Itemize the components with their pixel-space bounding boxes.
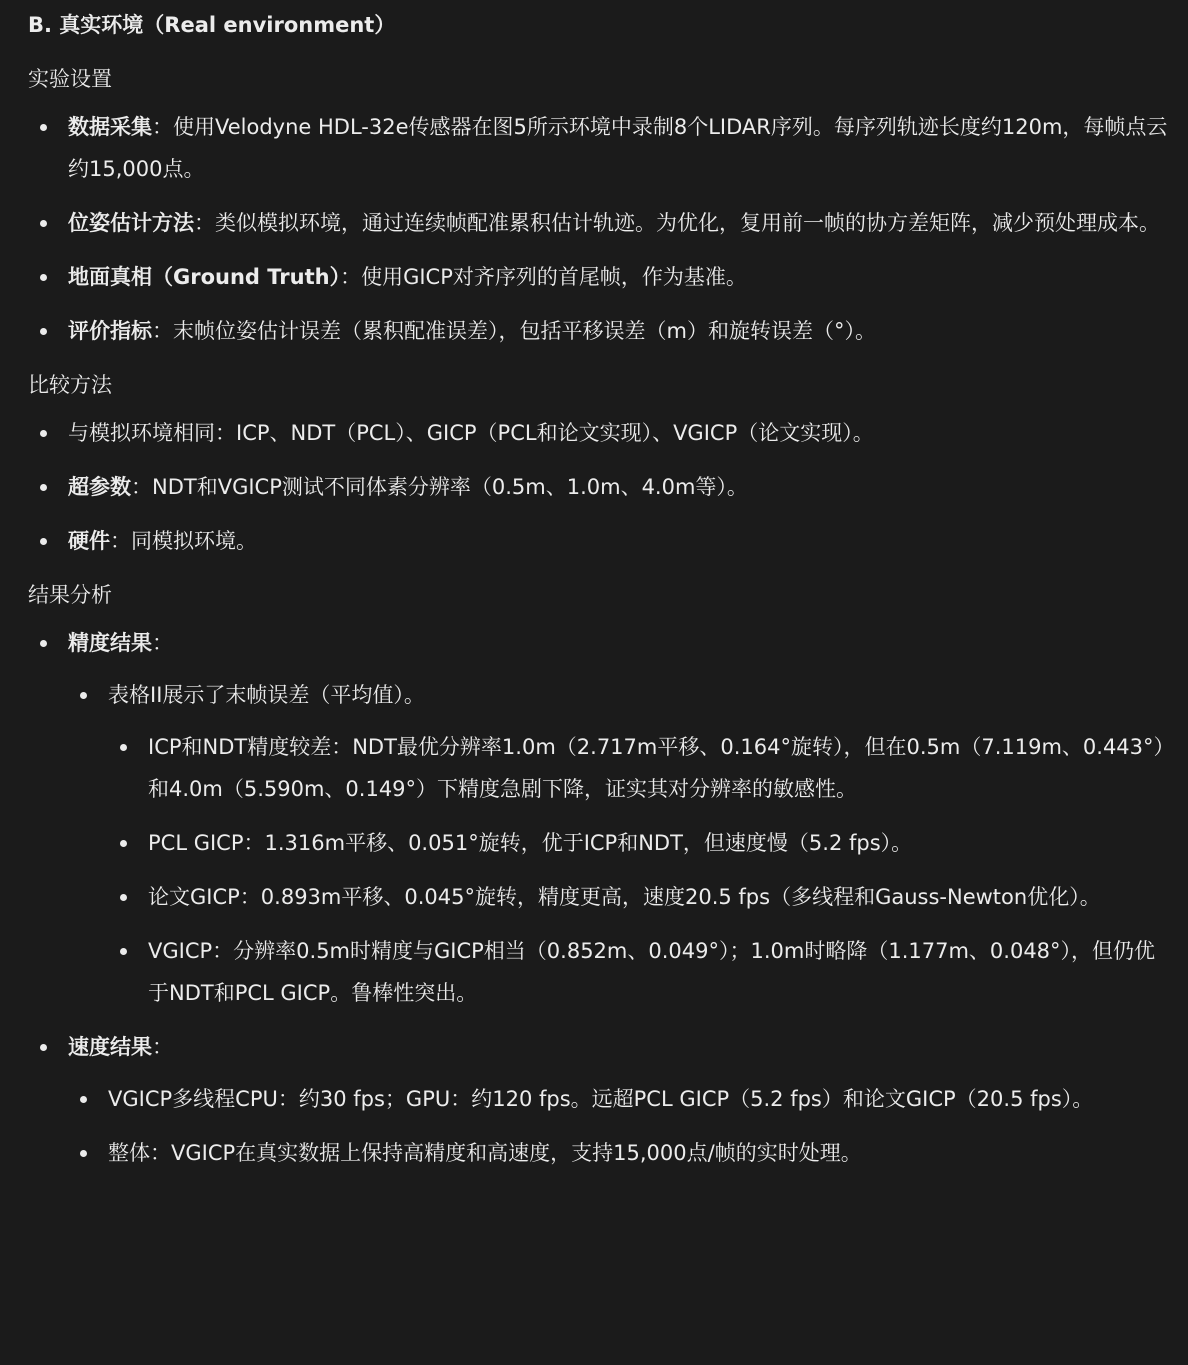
- bullet-icon: [120, 948, 127, 955]
- list-item: [108, 726, 1168, 810]
- setup-list: [28, 106, 1168, 352]
- list-item: [28, 202, 1168, 244]
- item-text: NDT和VGICP测试不同体素分辨率（0.5m、1.0m、4.0m等）。: [152, 475, 748, 499]
- item-sep: ：: [152, 1035, 173, 1059]
- bullet-icon: [40, 1044, 47, 1051]
- item-text: VGICP：分辨率0.5m时精度与GICP相当（0.852m、0.049°）；1.0m时略降（1.177m、0.048°），但仍优于NDT和PCL GICP。鲁棒性突出。: [148, 939, 1156, 1005]
- results-list: [28, 622, 1168, 1174]
- item-text: 同模拟环境。: [131, 529, 257, 553]
- bullet-icon: [40, 484, 47, 491]
- results-title: 结果分析: [28, 583, 112, 607]
- item-text: ICP和NDT精度较差：NDT最优分辨率1.0m（2.717m平移、0.164°旋转），但在0.5m（7.119m、0.443°）和4.0m（5.590m、0.149°）下精度急剧下降，证实其对分辨率的敏感性。: [148, 735, 1165, 801]
- list-item: [68, 1132, 1168, 1174]
- accuracy-sublist: [68, 674, 1168, 1014]
- item-text: 与模拟环境相同：ICP、NDT（PCL）、GICP（PCL和论文实现）、VGICP（论文实现）。: [68, 421, 874, 445]
- bullet-icon: [120, 840, 127, 847]
- item-label: 评价指标: [68, 319, 152, 343]
- bullet-icon: [40, 430, 47, 437]
- bullet-icon: [40, 640, 47, 647]
- item-label: 地面真相（Ground Truth）: [68, 265, 341, 289]
- item-label: 数据采集: [68, 115, 152, 139]
- list-item: [28, 412, 1168, 454]
- list-item: [28, 106, 1168, 190]
- item-sep: ：: [152, 631, 173, 655]
- list-item: [108, 822, 1168, 864]
- item-sep: ：: [340, 265, 362, 289]
- bullet-icon: [40, 274, 47, 281]
- list-item-accuracy: [28, 622, 1168, 1014]
- item-label: 精度结果: [68, 631, 152, 655]
- bullet-icon: [40, 328, 47, 335]
- bullet-icon: [40, 124, 47, 131]
- bullet-icon: [80, 692, 87, 699]
- compare-title: 比较方法: [28, 373, 112, 397]
- accuracy-details: [108, 726, 1168, 1014]
- bullet-icon: [80, 1096, 87, 1103]
- item-text: 使用GICP对齐序列的首尾帧，作为基准。: [361, 265, 747, 289]
- item-text: 使用Velodyne HDL-32e传感器在图5所示环境中录制8个LIDAR序列。每序列轨迹长度约120m，每帧点云约15,000点。: [68, 115, 1168, 181]
- list-item: [68, 1078, 1168, 1120]
- list-item: [108, 876, 1168, 918]
- list-item: [68, 674, 1168, 1014]
- item-label: 位姿估计方法: [68, 211, 194, 235]
- item-label: 超参数: [68, 475, 131, 499]
- item-text: VGICP多线程CPU：约30 fps；GPU：约120 fps。远超PCL GICP（5.2 fps）和论文GICP（20.5 fps）。: [108, 1087, 1094, 1111]
- item-sep: ：: [152, 115, 173, 139]
- list-item: [28, 256, 1168, 298]
- bullet-icon: [80, 1150, 87, 1157]
- item-text: 类似模拟环境，通过连续帧配准累积估计轨迹。为优化，复用前一帧的协方差矩阵，减少预处理成本。: [215, 211, 1160, 235]
- list-item: [108, 930, 1168, 1014]
- item-label: 硬件: [68, 529, 110, 553]
- compare-list: [28, 412, 1168, 562]
- item-text: 表格II展示了末帧误差（平均值）。: [108, 683, 425, 707]
- list-item: [28, 466, 1168, 508]
- item-sep: ：: [152, 319, 173, 343]
- item-text: 论文GICP：0.893m平移、0.045°旋转，精度更高，速度20.5 fps（多线程和Gauss-Newton优化）。: [148, 885, 1101, 909]
- list-item-speed: [28, 1026, 1168, 1174]
- list-item: [28, 520, 1168, 562]
- bullet-icon: [120, 744, 127, 751]
- item-sep: ：: [131, 475, 152, 499]
- bullet-icon: [40, 538, 47, 545]
- item-label: 速度结果: [68, 1035, 152, 1059]
- bullet-icon: [120, 894, 127, 901]
- item-sep: ：: [110, 529, 131, 553]
- bullet-icon: [40, 220, 47, 227]
- speed-sublist: [68, 1078, 1168, 1174]
- item-text: PCL GICP：1.316m平移、0.051°旋转，优于ICP和NDT，但速度慢（5.2 fps）。: [148, 831, 913, 855]
- list-item: [28, 310, 1168, 352]
- setup-title: 实验设置: [28, 67, 112, 91]
- section-heading: B. 真实环境（Real environment）: [28, 13, 396, 37]
- item-text: 末帧位姿估计误差（累积配准误差），包括平移误差（m）和旋转误差（°）。: [173, 319, 876, 343]
- item-text: 整体：VGICP在真实数据上保持高精度和高速度，支持15,000点/帧的实时处理。: [108, 1141, 862, 1165]
- item-sep: ：: [194, 211, 215, 235]
